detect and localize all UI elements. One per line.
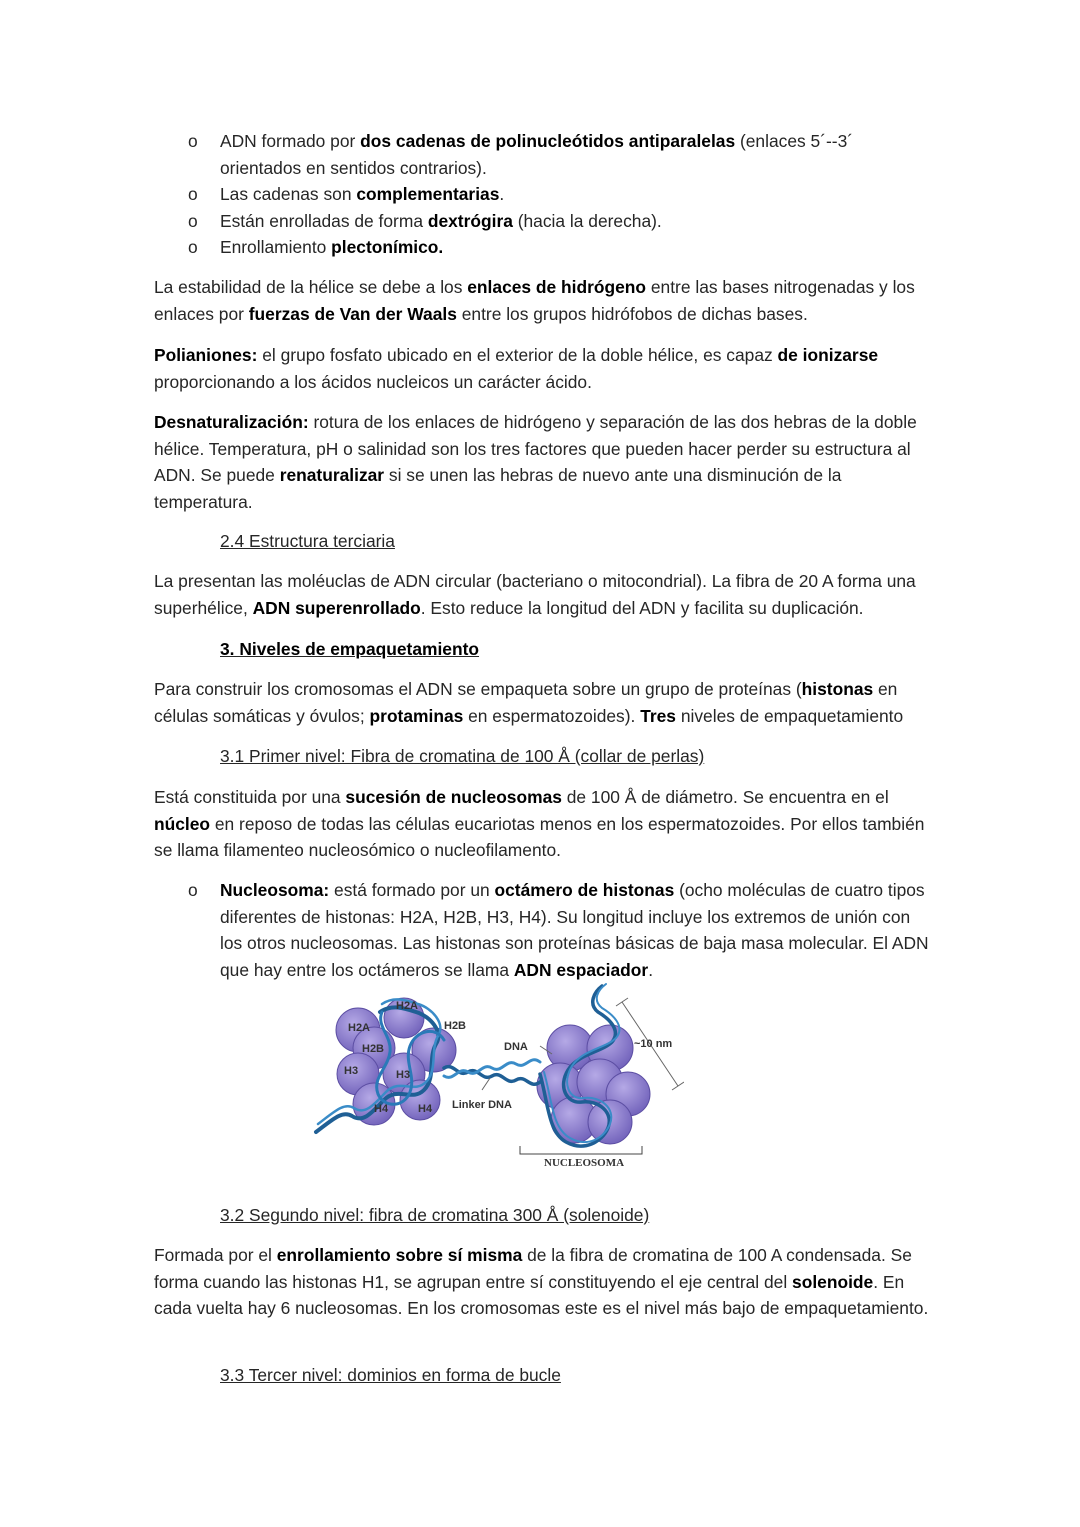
nucleosome-diagram: [312, 982, 684, 1172]
bullet-item-plectonimico: o Enrollamiento plectonímico.: [154, 234, 934, 261]
label-h3-mid: H3: [396, 1069, 411, 1081]
bullet-item-complementarias: o Las cadenas son complementarias.: [154, 181, 934, 208]
bullet-marker: o: [188, 237, 198, 257]
heading-niveles-empaquetamiento: 3. Niveles de empaquetamiento: [220, 639, 480, 659]
paragraph-niveles: Para construir los cromosomas el ADN se empaqueta sobre un grupo de proteínas (histonas en células somáticas y óvulos; protaminas en espermatozoides). Tres niveles de empaquetamiento: [154, 679, 904, 726]
paragraph-primer-nivel: Está constituida por una sucesión de nucleosomas de 100 Å de diámetro. Se encuentra en el núcleo en reposo de todas las células eucariotas menos en los espermatozoides. Por ellos también se llama filamenteo nucleosómico o nucleofilamento.: [154, 787, 925, 860]
label-h2b-left: H2B: [362, 1043, 385, 1055]
bullet-marker: o: [188, 880, 198, 900]
label-h4-right: H4: [418, 1103, 433, 1115]
linker-pointer-line: [482, 1078, 490, 1090]
bullet-marker: o: [188, 131, 198, 151]
heading-estructura-terciaria: 2.4 Estructura terciaria: [220, 531, 395, 551]
bullet-marker: o: [188, 210, 198, 231]
heading-tercer-nivel: 3.3 Tercer nivel: dominios en forma de bucle: [220, 1365, 561, 1385]
nucleosoma-bullet: [154, 877, 934, 983]
bullet-item-dextrogira: o Están enrolladas de forma dextrógira (hacia la derecha).: [154, 208, 934, 235]
label-h2b-right: H2B: [444, 1020, 467, 1032]
paragraph-estabilidad: La estabilidad de la hélice se debe a los enlaces de hidrógeno entre las bases nitrogenadas y los enlaces por fuerzas de Van der Waals entre los grupos hidrófobos de dichas bases.: [154, 277, 915, 324]
label-linker-dna: Linker DNA: [452, 1099, 512, 1111]
label-h3-left: H3: [344, 1065, 359, 1077]
label-h2a-top: H2A: [396, 1000, 419, 1012]
paragraph-segundo-nivel: Formada por el enrollamiento sobre sí misma de la fibra de cromatina de 100 A condensada. Se forma cuando las histonas H1, se agrupan entre sí constituyendo el eje central del solenoide. En cada vuelta hay 6 nucleosomas. En los cromosomas este es el nivel más bajo de empaquetamiento.: [154, 1245, 929, 1318]
label-h2a: H2A: [348, 1022, 371, 1034]
label-dna: DNA: [504, 1041, 528, 1053]
size-scale-tick-bottom: [672, 1082, 684, 1090]
paragraph-desnaturalizacion: Desnaturalización: rotura de los enlaces de hidrógeno y separación de las dos hebras de la doble hélice. Temperatura, pH o salinidad son los tres factores que pueden hacer perder su estructura al ADN. Se puede renaturalizar si se unen las hebras de nuevo ante una disminución de la temperatura.: [154, 412, 917, 512]
bullet-item-nucleosoma: o Nucleosoma: está formado por un octámero de histonas (ocho moléculas de cuatro tipos diferentes de histonas: H2A, H2B, H3, H4). Su longitud incluye los extremos de unión con los otros nucleosomas. Las histonas son proteínas básicas de baja masa molecular. El ADN que hay entre los octámeros se llama ADN espaciador.: [154, 877, 934, 983]
bullet-marker: o: [188, 184, 198, 204]
bullet-list: [154, 128, 934, 261]
paragraph-terciaria: La presentan las moléuclas de ADN circular (bacteriano o mitocondrial). La fibra de 20 A forma una superhélice, ADN superenrollado. Esto reduce la longitud del ADN y facilita su duplicación.: [154, 571, 916, 618]
paragraph-polianiones: Polianiones: el grupo fosfato ubicado en el exterior de la doble hélice, es capaz de ionizarse proporcionando a los ácidos nucleicos un carácter ácido.: [154, 345, 879, 392]
label-nucleosoma: NUCLEOSOMA: [544, 1157, 625, 1169]
size-scale-tick-top: [616, 998, 628, 1006]
heading-segundo-nivel: 3.2 Segundo nivel: fibra de cromatina 300 Å (solenoide): [220, 1205, 650, 1225]
heading-primer-nivel: 3.1 Primer nivel: Fibra de cromatina de 100 Å (collar de perlas): [220, 746, 705, 766]
left-histone-octamer: [336, 998, 456, 1125]
label-size: ~10 nm: [634, 1038, 673, 1050]
label-h4-left: H4: [374, 1103, 389, 1115]
bullet-item-antiparalelas: o ADN formado por dos cadenas de polinucleótidos antiparalelas (enlaces 5´--3´ orientados en sentidos contrarios).: [154, 128, 934, 181]
